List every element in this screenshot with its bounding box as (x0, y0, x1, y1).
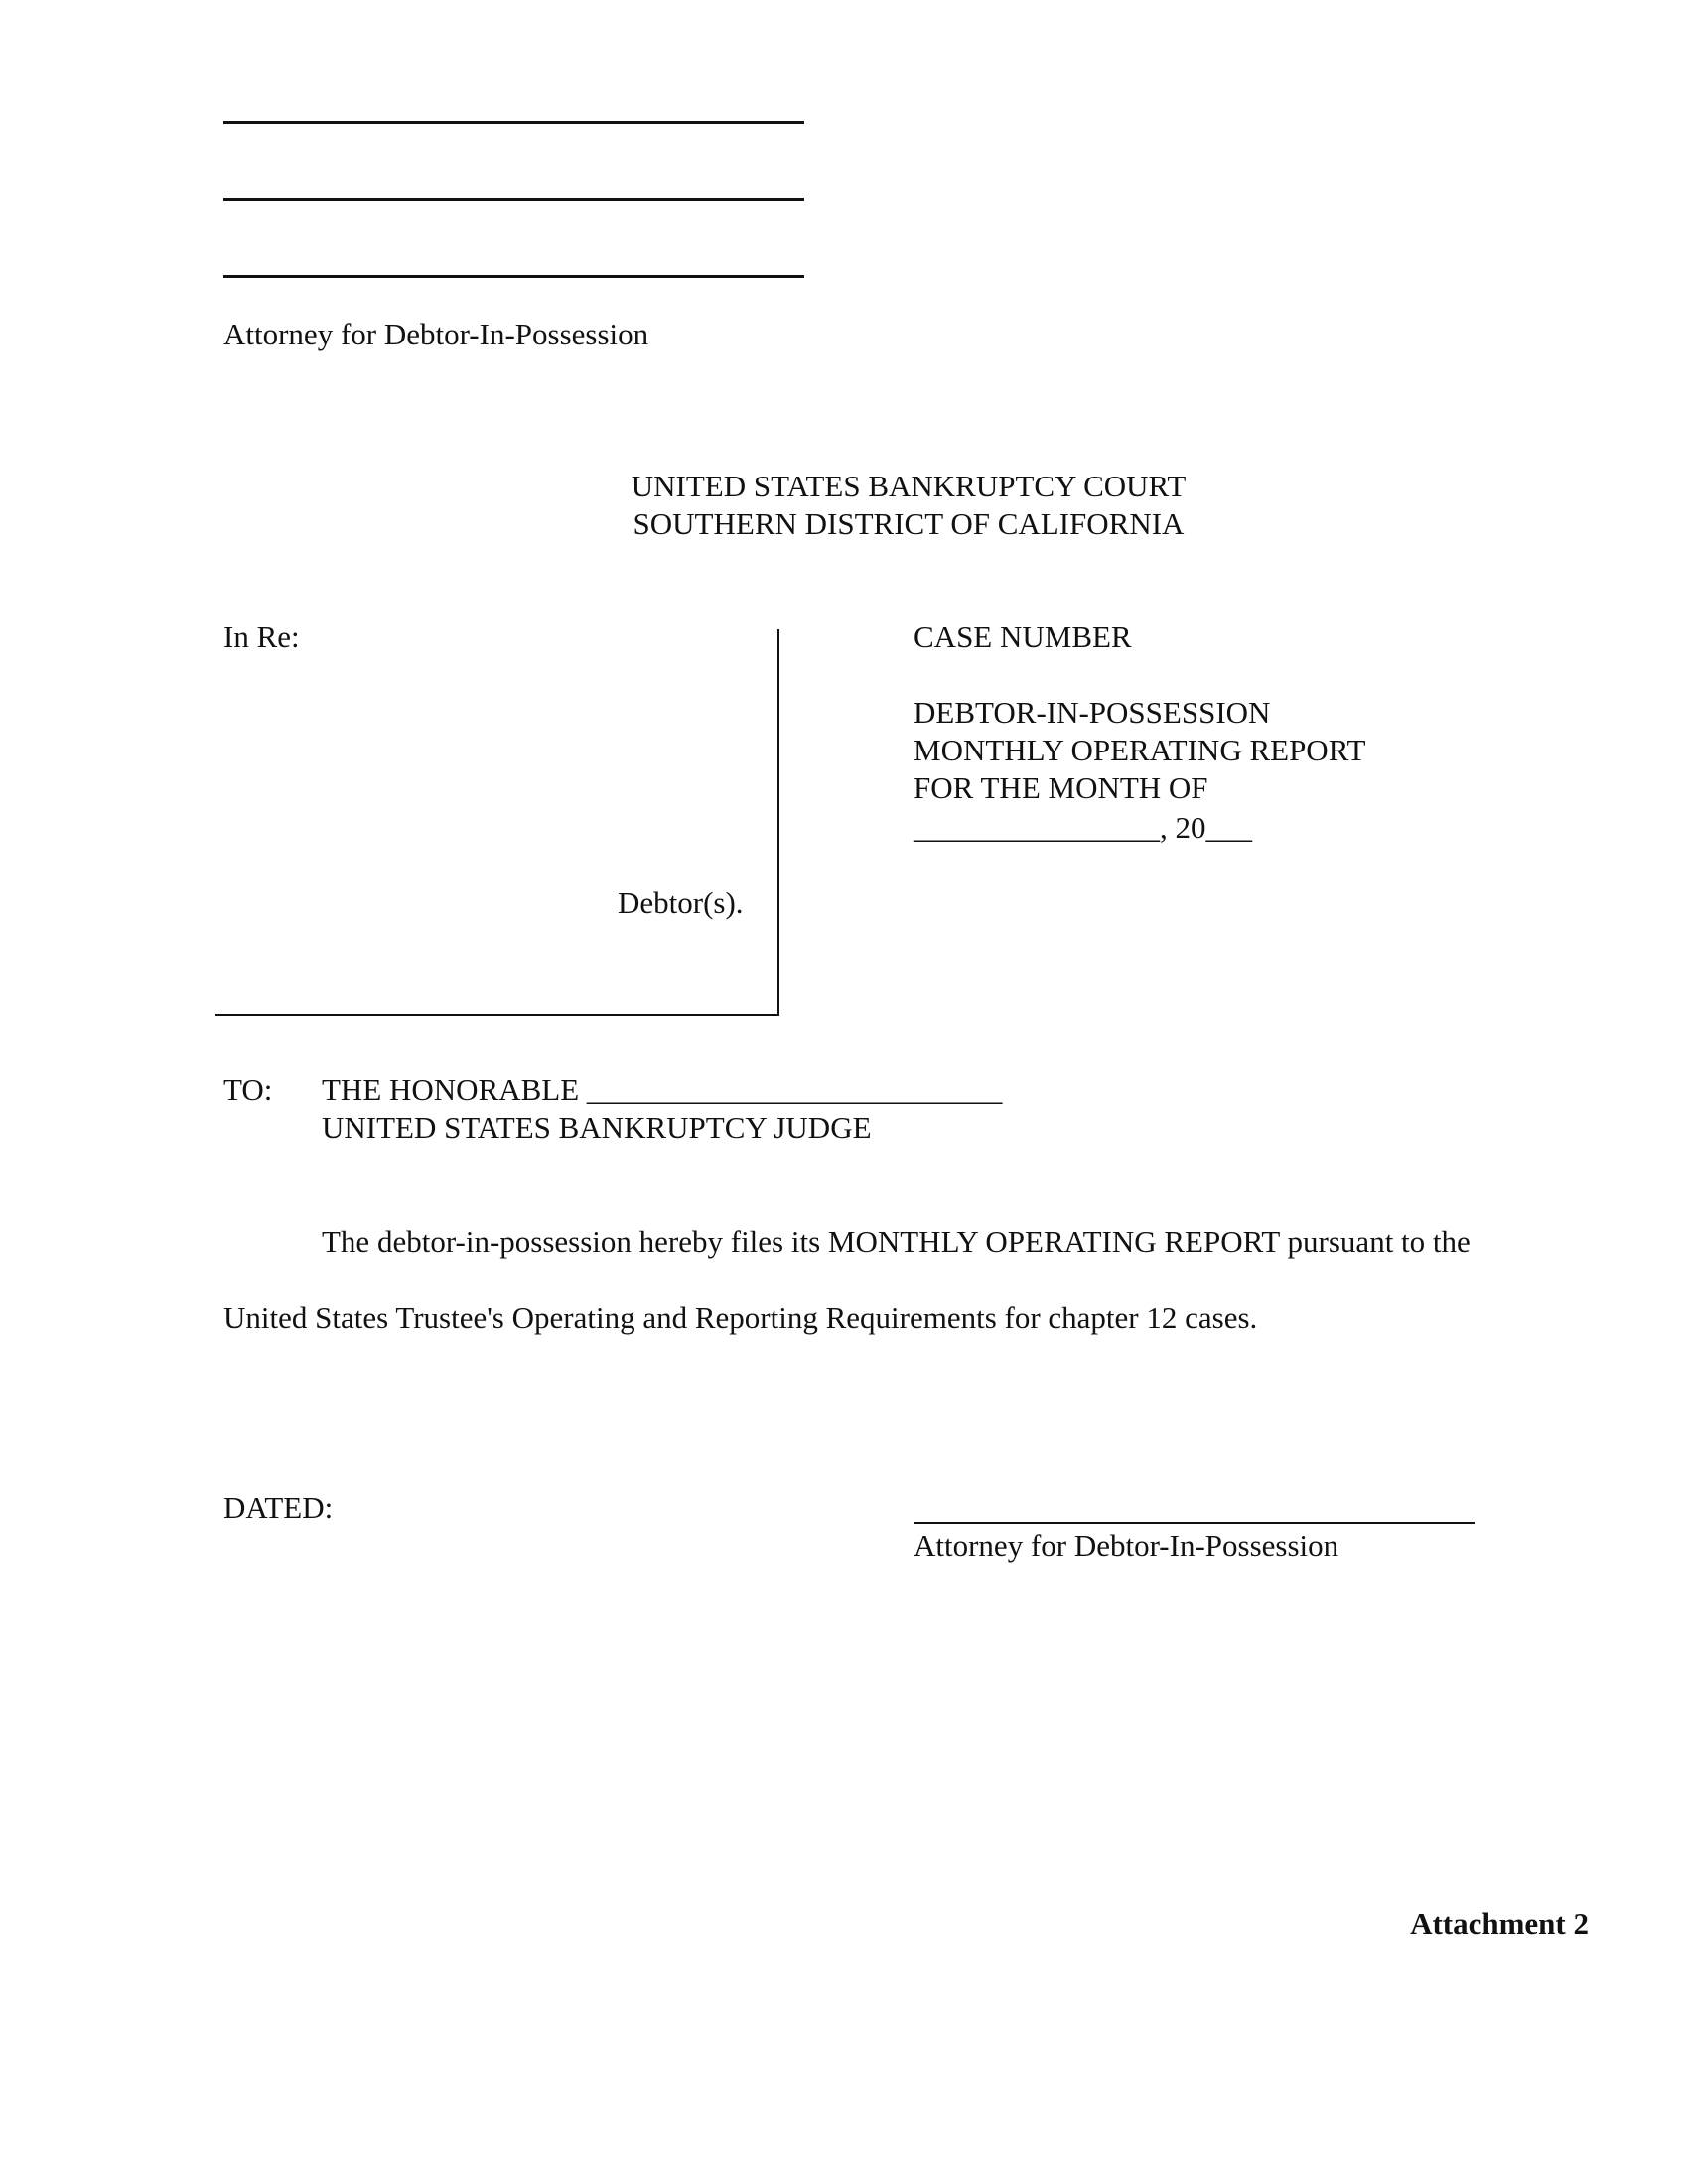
report-month-blank: ________________, 20___ (914, 810, 1252, 845)
to-label: TO: (223, 1072, 273, 1107)
report-title-line-3: FOR THE MONTH OF (914, 770, 1208, 805)
body-paragraph-line-2: United States Trustee's Operating and Reporting Requirements for chapter 12 cases. (223, 1300, 1258, 1335)
attorney-caption-top: Attorney for Debtor-In-Possession (223, 317, 649, 351)
judge-line: THE HONORABLE ___________________________ (322, 1072, 1003, 1107)
caption-bottom-rule (215, 1014, 779, 1016)
attachment-label: Attachment 2 (1410, 1906, 1589, 1941)
dated-label: DATED: (223, 1490, 334, 1525)
attorney-blank-line-2 (223, 198, 804, 201)
attorney-blank-line-3 (223, 275, 804, 278)
body-paragraph-line-1: The debtor-in-possession hereby files its MONTHLY OPERATING REPORT pursuant to the (322, 1224, 1471, 1259)
court-name: UNITED STATES BANKRUPTCY COURT (631, 469, 1187, 503)
signature-line (914, 1522, 1475, 1524)
in-re-label: In Re: (223, 619, 300, 654)
report-title-line-2: MONTHLY OPERATING REPORT (914, 733, 1366, 767)
debtors-label: Debtor(s). (618, 886, 744, 920)
attorney-blank-line-1 (223, 121, 804, 124)
attorney-caption-signature: Attorney for Debtor-In-Possession (914, 1528, 1339, 1563)
report-title-line-1: DEBTOR-IN-POSSESSION (914, 695, 1271, 730)
judge-title: UNITED STATES BANKRUPTCY JUDGE (322, 1110, 872, 1145)
case-number-label: CASE NUMBER (914, 619, 1132, 654)
caption-divider (777, 629, 779, 1016)
court-district: SOUTHERN DISTRICT OF CALIFORNIA (633, 506, 1185, 541)
